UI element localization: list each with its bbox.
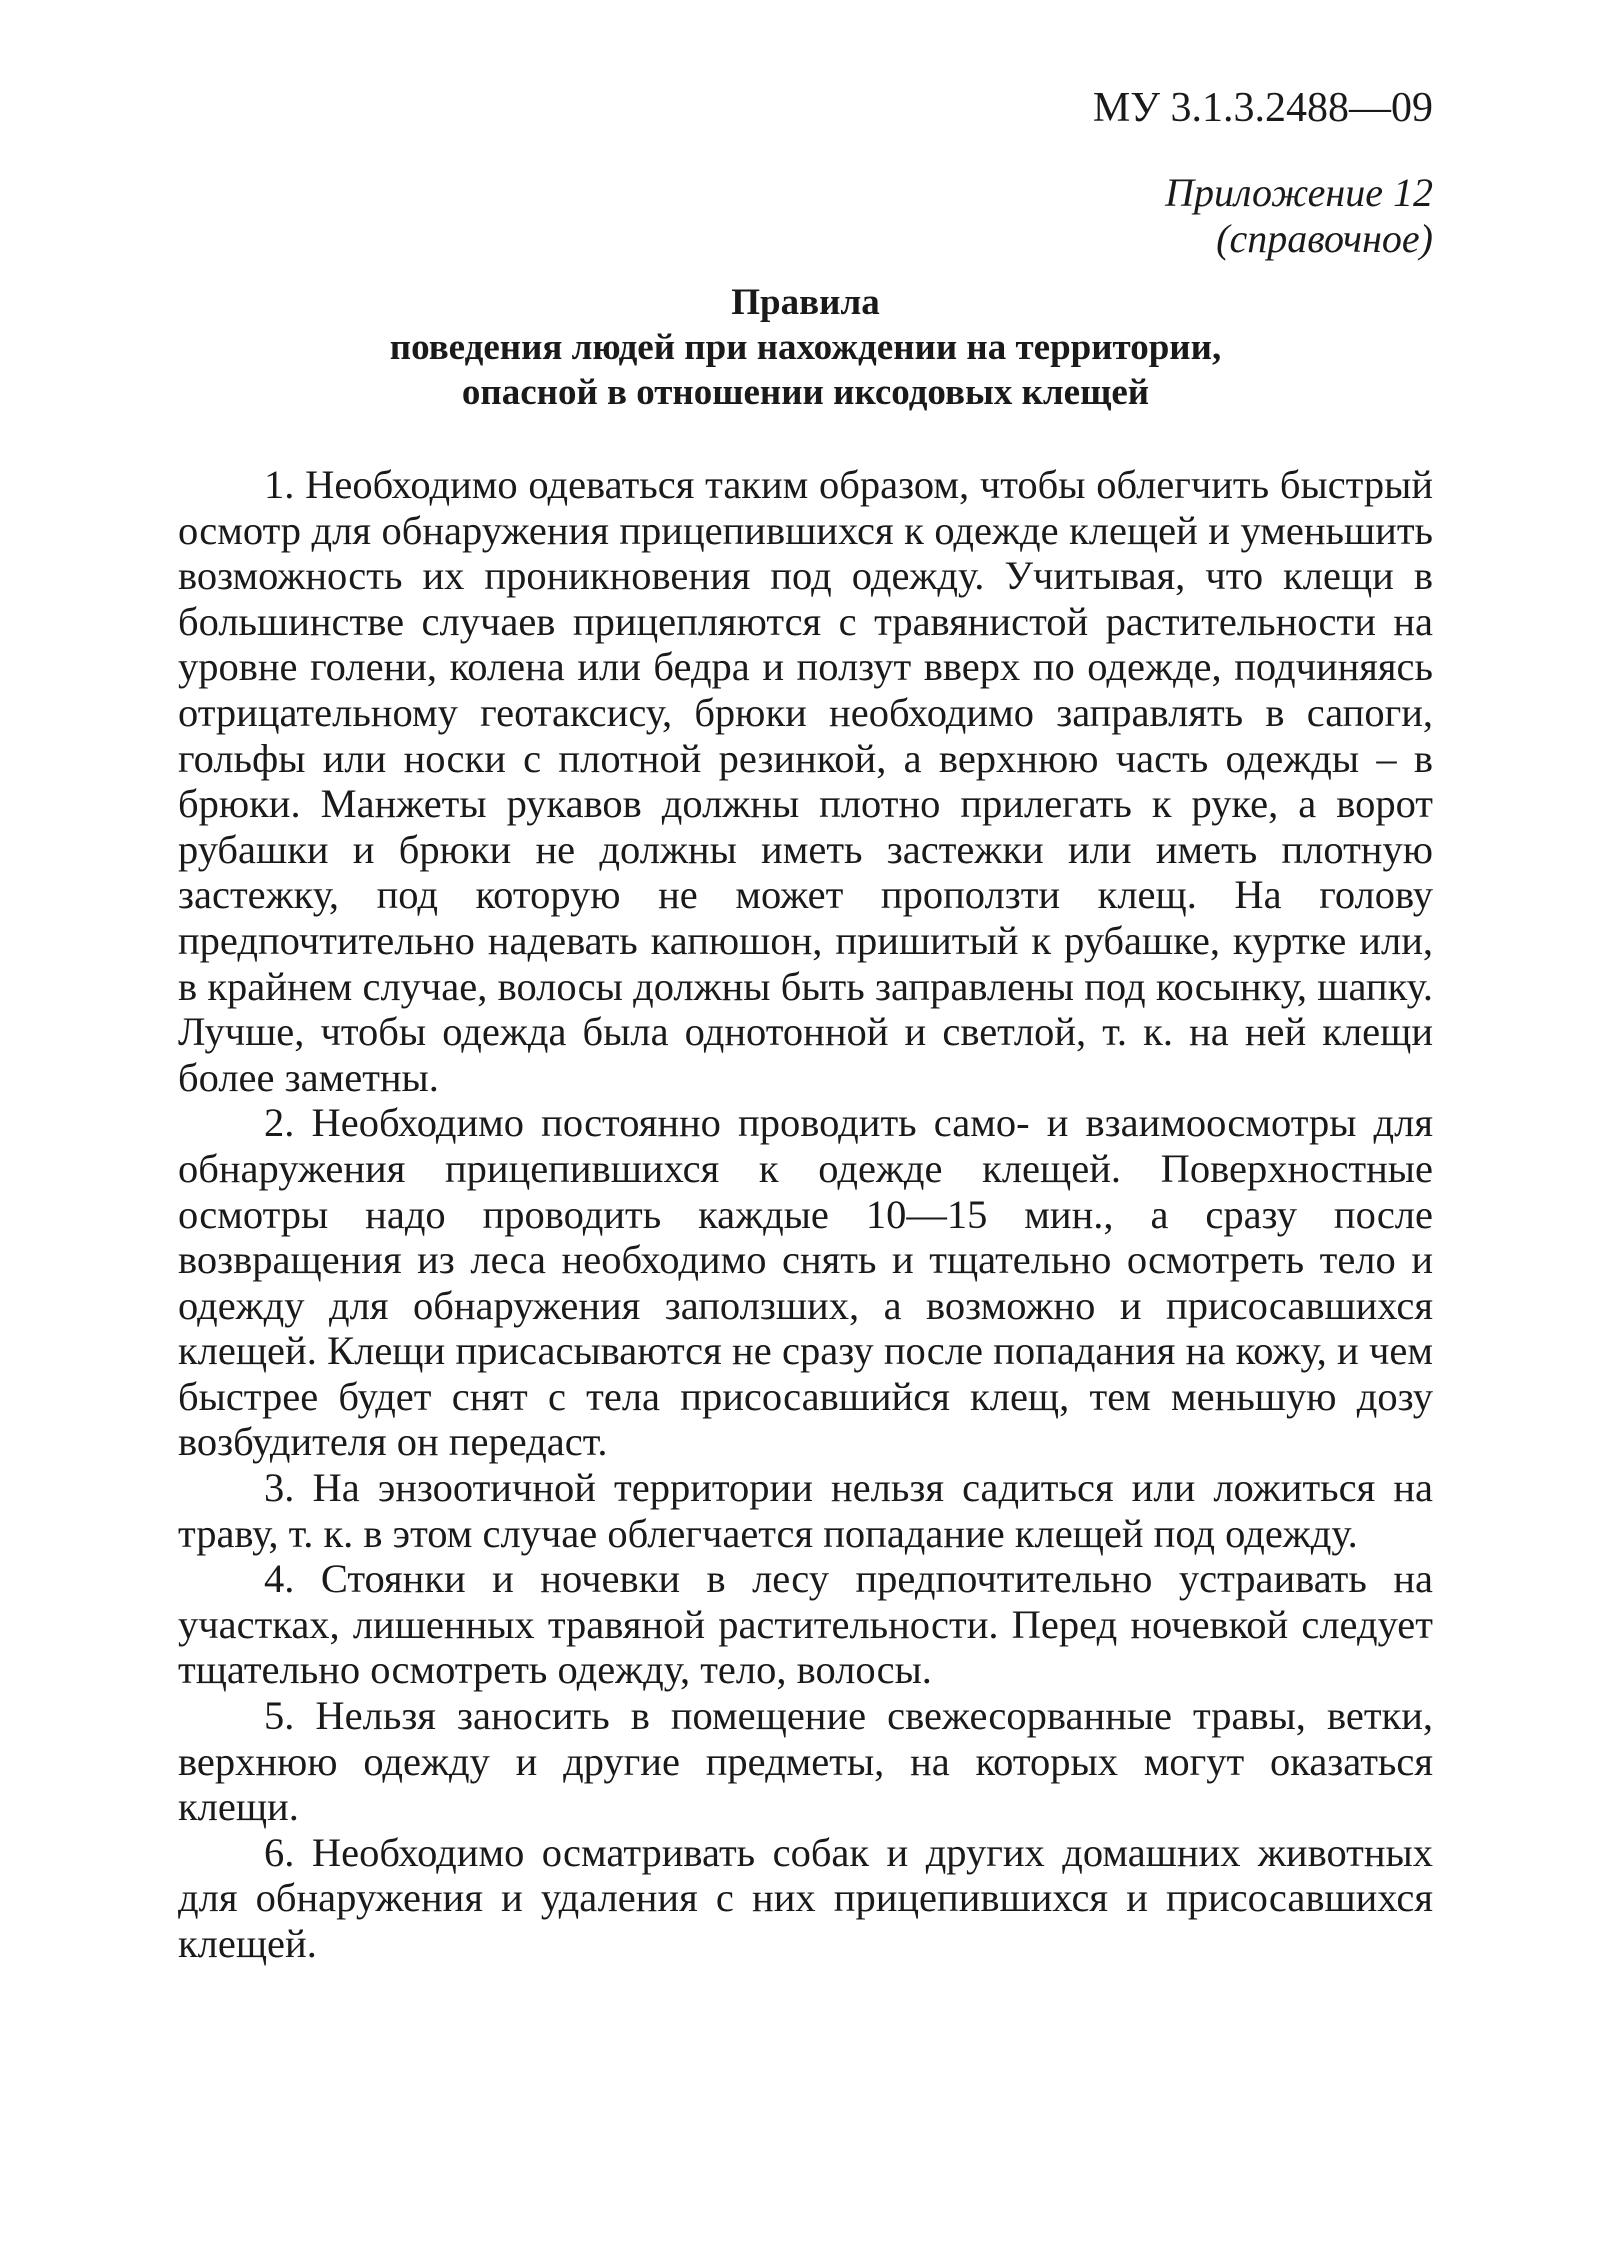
document-code: МУ 3.1.3.2488—09 bbox=[1092, 85, 1433, 131]
rule-paragraph-6: 6. Необходимо осматривать собак и других домашних животных для обнаружения и удаления с них прицепившихся и присосавшихся клещей. bbox=[178, 1829, 1433, 1966]
document-title bbox=[178, 280, 1433, 415]
rule-paragraph-2: 2. Необходимо постоянно проводить само- и взаимоосмотры для обнаружения прицепившихся к одежде клещей. Поверхностные осмотры надо проводить каждые 10—15 мин., а сразу после возвращения из леса необходимо снять и тщательно осмотреть тело и одежду для обнаружения заползших, а возможно и присосавшихся клещей. Клещи присасываются не сразу после попадания на кожу, и чем быстрее будет снят с тела присосавшийся клещ, тем меньшую дозу возбудителя он передаст. bbox=[178, 1100, 1433, 1465]
title-line-1: Правила bbox=[731, 282, 880, 323]
appendix-type: (справочное) bbox=[1216, 216, 1433, 261]
appendix-number: Приложение 12 bbox=[1165, 170, 1433, 215]
rules-body bbox=[178, 462, 1433, 1967]
rule-paragraph-3: 3. На энзоотичной территории нельзя садиться или ложиться на траву, т. к. в этом случае облегчается попадание клещей под одежду. bbox=[178, 1465, 1433, 1556]
appendix-label bbox=[1165, 170, 1433, 262]
title-line-3: опасной в отношении иксодовых клещей bbox=[461, 372, 1150, 413]
title-line-2: поведения людей при нахождении на территории, bbox=[389, 327, 1222, 368]
rule-paragraph-4: 4. Стоянки и ночевки в лесу предпочтительно устраивать на участках, лишенных травяной растительности. Перед ночевкой следует тщательно осмотреть одежду, тело, волосы. bbox=[178, 1556, 1433, 1693]
rule-paragraph-1: 1. Необходимо одеваться таким образом, чтобы облегчить быстрый осмотр для обнаружения прицепившихся к одежде клещей и уменьшить возможность их проникновения под одежду. Учитывая, что клещи в большинстве случаев прицепляются с травянистой растительности на уровне голени, колена или бедра и ползут вверх по одежде, подчиняясь отрицательному геотаксису, брюки необходимо заправлять в сапоги, гольфы или носки с плотной резинкой, а верхнюю часть одежды – в брюки. Манжеты рукавов должны плотно прилегать к руке, а ворот рубашки и брюки не должны иметь застежки или иметь плотную застежку, под которую не может проползти клещ. На голову предпочтительно надевать капюшон, пришитый к рубашке, куртке или, в крайнем случае, волосы должны быть заправлены под косынку, шапку. Лучше, чтобы одежда была однотонной и светлой, т. к. на ней клещи более заметны. bbox=[178, 462, 1433, 1100]
rule-paragraph-5: 5. Нельзя заносить в помещение свежесорванные травы, ветки, верхнюю одежду и другие предметы, на которых могут оказаться клещи. bbox=[178, 1693, 1433, 1830]
